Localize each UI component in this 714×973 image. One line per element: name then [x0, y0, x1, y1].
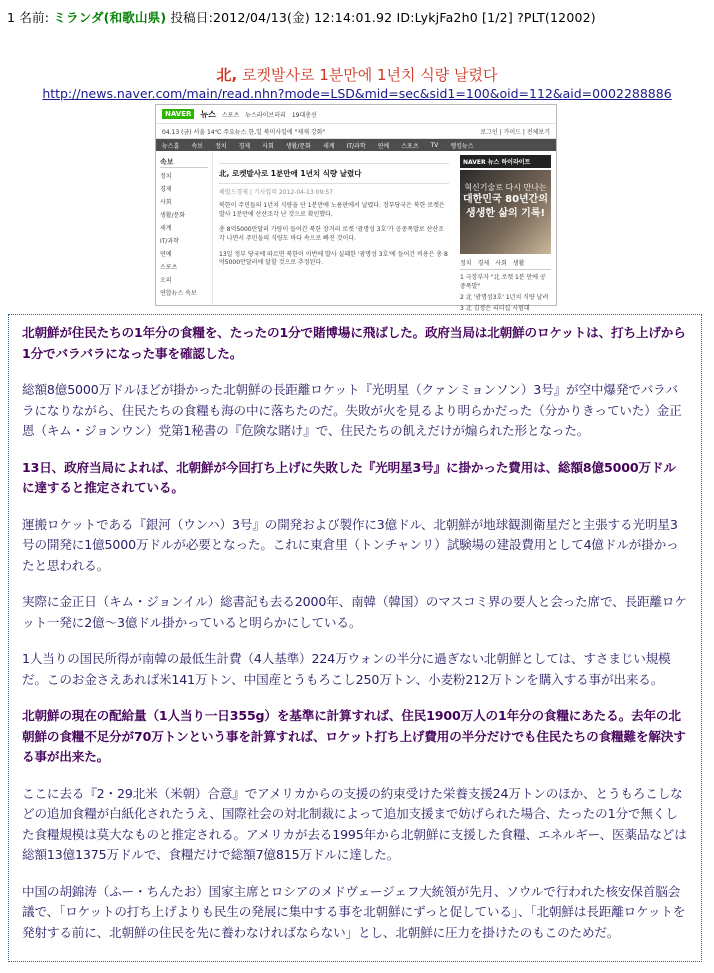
post-datetime: 2012/04/13(金) 12:14:01.92 [213, 10, 393, 25]
shot-top-links: 스포츠 뉴스라이브러리 19대총선 [221, 111, 317, 119]
article-paragraph: 1人当りの国民所得が南韓の最低生計費（4人基準）224万ウォンの半分に過ぎない北朝鮮としては、すさまじい規模だ。このお金さえあれば米141万トン、中国産とうもろこし250万トン、小麦粉212万トンを購入する事が出来る。 [22, 651, 671, 687]
headline-text: 로켓발사로 1분만에 1년치 식량 날렸다 [237, 66, 498, 84]
post-header [7, 8, 596, 26]
shot-subbar [156, 124, 556, 139]
shot-sidebar: NAVER 뉴스 하이라이트 혁신기술로 다시 만나는 대한민국 80년간의 생생한 삶의 기록! 정치 경제 사회 생활 1 극장부자 "北 로켓 1분 만에 공중폭발" 2 北 '광명성3호' 1년치 식량 날려 3 北 김정은 리더십 시험대 [455, 151, 556, 307]
article-paragraph: 運搬ロケットである『銀河（ウンハ）3号』の開発および製作に3億ドル、北朝鮮が地球観測衛星だと主張する光明星3号の開発に1億5000万ドルが必要となった。これに東倉里（トンチャンリ）試験場の建設費用として4億ドルが掛かったと思われる。 [22, 516, 679, 573]
name-label: 名前: [19, 10, 50, 25]
article-paragraph: 北朝鮮が住民たちの1年分の食糧を、たったの1分で賭博場に飛ばした。政府当局は北朝鮮のロケットは、打ち上げから1分でバラバラになった事を確認した。 [22, 325, 686, 361]
source-link[interactable]: http://news.naver.com/main/read.nhn?mode=LSD&mid=sec&sid1=100&oid=112&aid=0002288886 [42, 86, 672, 101]
headline-prefix: 北, [216, 66, 238, 84]
article-paragraph: 13日、政府当局によれば、北朝鮮が今回打ち上げに失敗した『光明星3号』に掛かった費用は、総額8億5000万ドルに達すると推定されている。 [22, 459, 676, 495]
shot-topbar [156, 105, 556, 124]
shot-sub-left: 04.13 (금) 서울 14℃ 주요뉴스 한,일 북미사일에 "제재 강화" [162, 128, 326, 136]
post-id[interactable]: ID:LykjFa2h0 [1/2] ?PLT(12002) [396, 10, 596, 25]
shot-ranking: 정치 경제 사회 생활 1 극장부자 "北 로켓 1분 만에 공중폭발" 2 北 '광명성3호' 1년치 식량 날려 3 北 김정은 리더십 시험대 [460, 258, 551, 312]
source-link-container [0, 86, 714, 101]
article-paragraph: 実際に金正日（キム・ジョンイル）総書記も去る2000年、南韓（韓国）のマスコミ界の要人と会った席で、長距離ロケット一発に2億～3億ドル掛かっていると明らかにしている。 [22, 594, 687, 630]
shot-article: 北, 로켓발사로 1분만에 1년치 식량 날렸다 헤럴드경제 | 기사입력 2012-04-13 09:57 북한이 주민들의 1년치 식량을 단 1분만에 노름판에서 날렸다. 정부당국은 북한 로켓은 발사 1분만에 산산조각 난 것으로 확인했다. 총 8억5000만달러 가량이 들어간 북한 장거리 로켓 '광명성 3호'가 공중폭발로 산산조각 나면서 주민들의 식량도 바다 속으로 빠진 것이다. 13일 정부 당국에 따르면 북한이 이번에 발사 실패한 '광명성 3호'에 들어간 비용은 총 8억5000만달러에 달할 것으로 추정된다. [213, 151, 455, 307]
shot-menubar: 뉴스홈 속보 정치 경제 사회 생활/문화 세계 IT/과학 연예 스포츠 TV 랭킹뉴스 [156, 139, 556, 151]
embedded-news-screenshot[interactable] [155, 104, 557, 312]
article-paragraph: ここに去る『2・29北米（米朝）合意』でアメリカからの支援の約束受けた栄養支援24万トンのほか、とうもろこしなどの追加食糧が白紙化されたうえ、国際社会の対北制裁によって追加支援まで妨げられた場合、たったの1分で無くした食糧規模は莫大なものと推定される。アメリカが去る1995年から北朝鮮に支援した食糧、エネルギー、医薬品などは総額13億1375万ドルで、食糧だけで総額7億815万ドルに達した。 [22, 785, 687, 862]
shot-article-meta: 헤럴드경제 | 기사입력 2012-04-13 09:57 [219, 189, 333, 196]
post-author[interactable]: ミランダ(和歌山県) [53, 10, 167, 25]
article-body [8, 314, 702, 962]
naver-logo: NAVER [162, 109, 194, 119]
headline [0, 64, 714, 85]
news-brand: 뉴스 [200, 109, 216, 119]
article-paragraph: 総額8億5000万ドルほどが掛かった北朝鮮の長距離ロケット『光明星（クァンミョンソン）3号』が空中爆発でバラバラになりながら、住民たちの食糧も海の中に落ちたのだ。失敗が火を見るより明らかだった（分かりきっていた）金正恩（キム・ジョンウン）党第1秘書の『危険な賭け』で、住民たちの飢えだけが煽られた形となった。 [22, 382, 682, 438]
post-number: 1 [7, 10, 16, 25]
shot-sub-right: 로그인 | 가이드 | 전체보기 [480, 128, 550, 136]
shot-promo-banner: 혁신기술로 다시 만나는 대한민국 80년간의 생생한 삶의 기록! [460, 170, 551, 254]
date-label: 投稿日: [170, 10, 213, 25]
shot-article-title: 北, 로켓발사로 1분만에 1년치 식량 날렸다 [219, 163, 449, 184]
article-paragraph: 北朝鮮の現在の配給量（1人当り一日355g）を基準に計算すれば、住民1900万人の1年分の食糧にあたる。去年の北朝鮮の食糧不足分が70万トンという事を計算すれば、ロケット打ち上げ費用の半分だけでも住民たちの食糧難を解決する事が出来た。 [22, 708, 686, 764]
article-paragraph: 中国の胡錦涛（ふー・ちんたお）国家主席とロシアのメドヴェージェフ大統領が先月、ソウルで行われた核安保首脳会議で、「ロケットの打ち上げよりも民生の発展に集中する事を北朝鮮にずっと促している」、「北朝鮮は長距離ロケットを発射する前に、北朝鮮の住民を先に養わなければならない」とし、北朝鮮に圧力を掛けたのもこのためだ。 [22, 883, 686, 940]
shot-left-nav: 속보 정치 경제 사회 생활/문화 세계 IT/과학 연예 스포츠 오피 연합뉴스 속보 [156, 151, 213, 307]
